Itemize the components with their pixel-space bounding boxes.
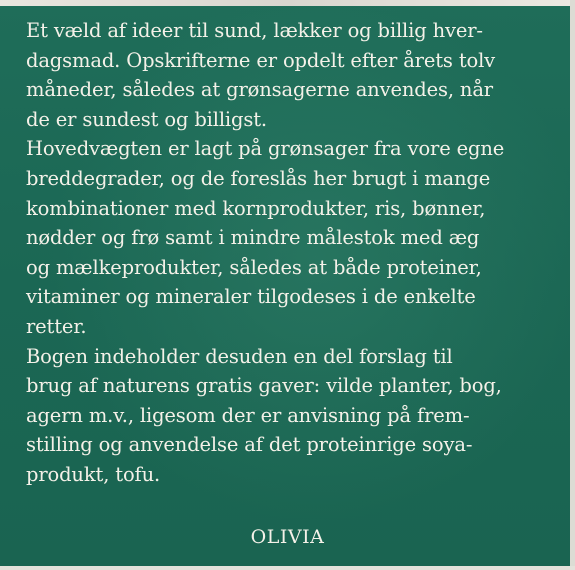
blurb-paragraph-2: [26, 134, 558, 341]
blurb-line: breddegrader, og de foreslås her brugt i mange: [26, 166, 491, 190]
cover-top-edge: [0, 0, 575, 6]
blurb-line: måneder, således at grønsagerne anvendes, når: [26, 78, 493, 102]
blurb-line: dagsmad. Opskrifterne er opdelt efter årets tolv: [26, 48, 496, 72]
blurb-line: og mælkeprodukter, således at både proteiner,: [26, 255, 482, 279]
blurb-line: retter.: [26, 314, 87, 338]
blurb-line: produkt, tofu.: [26, 462, 161, 486]
publisher-name: OLIVIA: [250, 526, 325, 548]
blurb-line: Bogen indeholder desuden en del forslag til: [26, 344, 453, 368]
cover-bottom-edge: [0, 566, 575, 570]
blurb-line: de er sundest og billigst.: [26, 107, 267, 131]
blurb-paragraph-3: [26, 342, 558, 490]
blurb-line: agern m.v., ligesom der er anvisning på frem-: [26, 403, 470, 427]
cover-right-edge: [570, 0, 575, 570]
blurb-line: kombinationer med kornprodukter, ris, bønner,: [26, 196, 486, 220]
blurb-line: Et væld af ideer til sund, lækker og billig hver-: [26, 19, 483, 42]
blurb-paragraph-1: [26, 16, 558, 134]
blurb-text: [26, 16, 558, 490]
blurb-line: stilling og anvendelse af det proteinrige soya-: [26, 433, 473, 457]
blurb-line: brug af naturens gratis gaver: vilde planter, bog,: [26, 374, 502, 398]
blurb-line: nødder og frø samt i mindre målestok med æg: [26, 226, 480, 250]
blurb-line: Hovedvægten er lagt på grønsager fra vore egne: [26, 137, 505, 161]
blurb-line: vitaminer og mineraler tilgodeses i de enkelte: [26, 285, 476, 309]
